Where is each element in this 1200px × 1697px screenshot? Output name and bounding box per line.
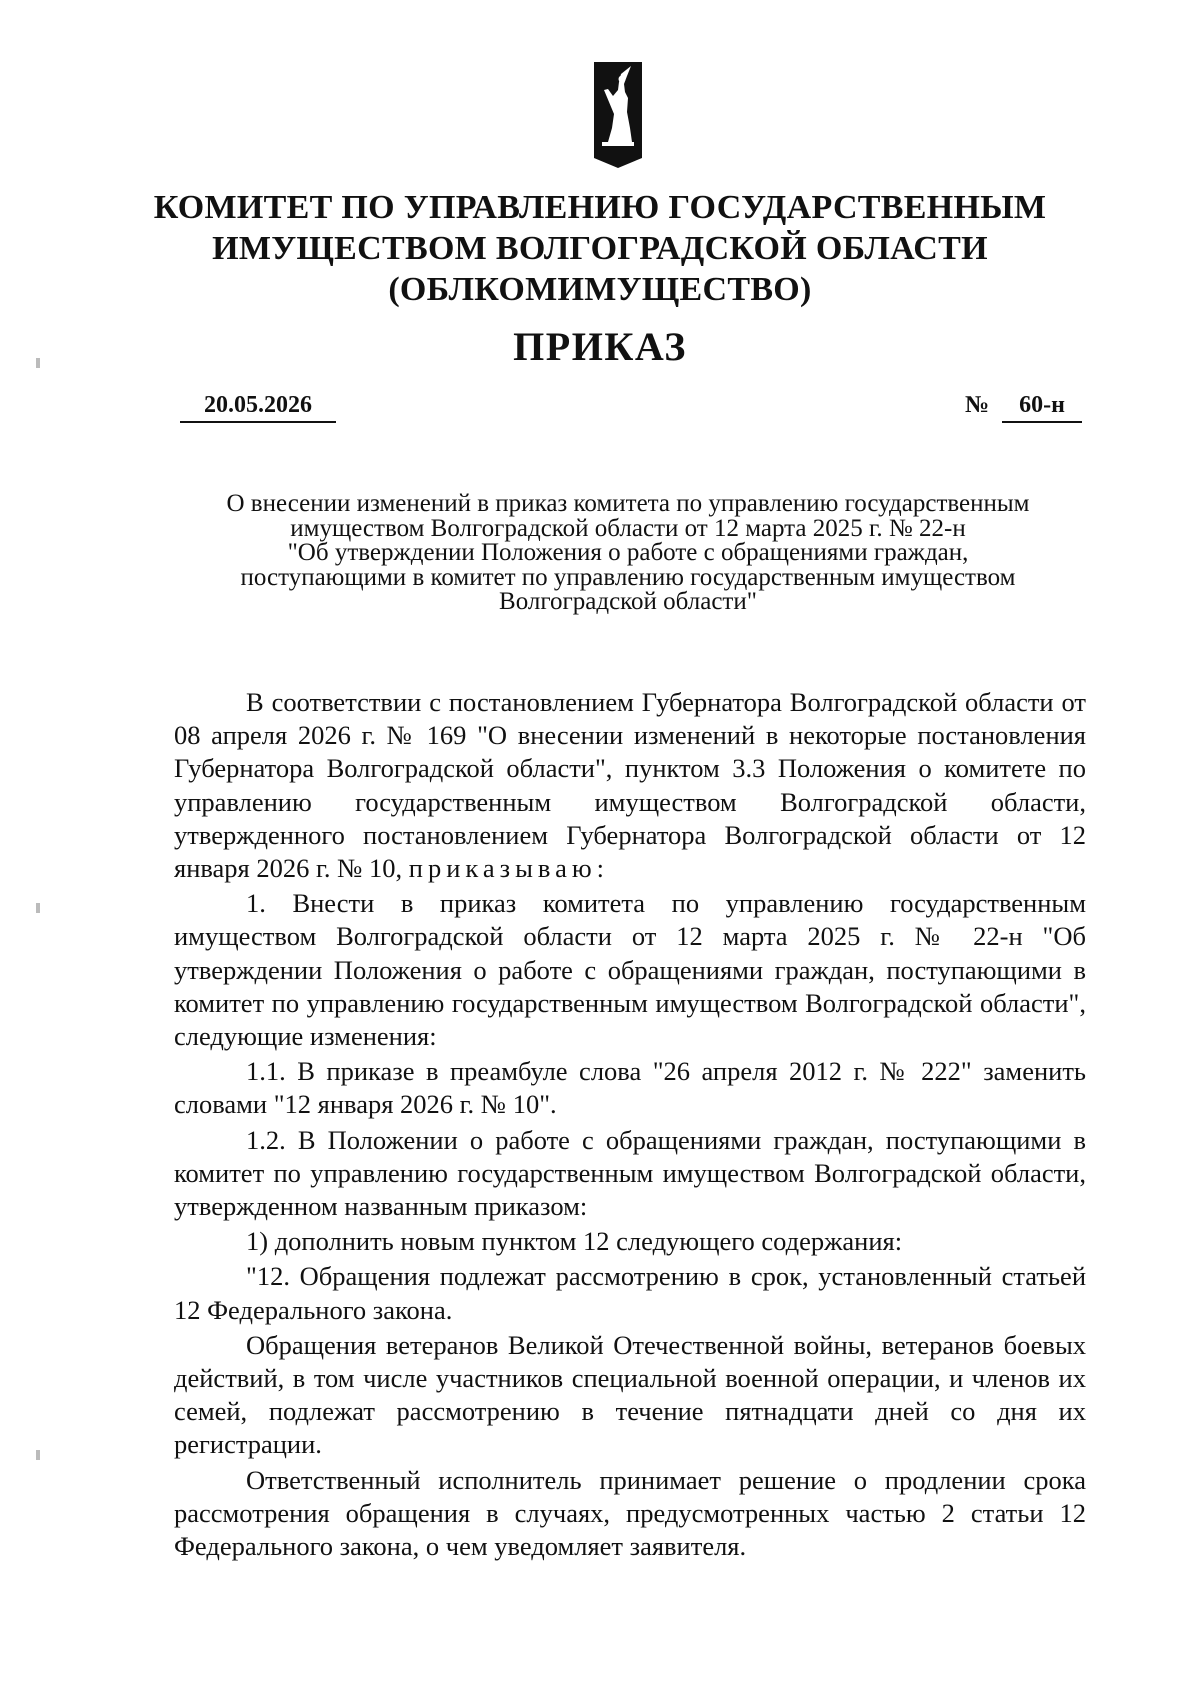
document-subject xyxy=(160,492,1096,615)
organization-short-name: (ОБЛКОМИМУЩЕСТВО) xyxy=(388,271,812,308)
scan-margin-mark xyxy=(36,1450,40,1460)
body-paragraph: 1.2. В Положении о работе с обращениями граждан, поступающими в комитет по управлению государственным имуществом Волгоградской области, утвержденном названным приказом: xyxy=(174,1124,1086,1222)
organization-name-line-2: ИМУЩЕСТВОМ ВОЛГОГРАДСКОЙ ОБЛАСТИ xyxy=(212,230,988,267)
subject-line: О внесении изменений в приказ комитета по управлению государственным xyxy=(226,490,1030,517)
volgograd-emblem-icon xyxy=(594,62,642,168)
organization-name-line-1: КОМИТЕТ ПО УПРАВЛЕНИЮ ГОСУДАРСТВЕННЫМ xyxy=(153,189,1047,226)
subject-line: имуществом Волгоградской области от 12 марта 2025 г. № 22-н xyxy=(290,514,966,542)
document-number: 60-н xyxy=(1002,391,1082,423)
body-paragraph: "12. Обращения подлежат рассмотрению в срок, установленный статьей 12 Федерального закона. xyxy=(174,1261,1086,1325)
subject-line: "Об утверждении Положения о работе с обращениями граждан, xyxy=(287,539,969,566)
document-date: 20.05.2026 xyxy=(180,391,336,423)
subject-line: поступающими в комитет по управлению государственным имуществом xyxy=(240,563,1016,591)
order-word: приказываю: xyxy=(408,853,609,884)
preamble-text: В соответствии с постановлением Губернатора Волгоградской области от 08 апреля 2026 г. № 169 "О внесении изменений в некоторые постановления Губернатора Волгоградской области", пунктом 3.3 Положения о комитете по управлению государственным имуществом Волгоградской области, утвержденного постановлением Губернатора Волгоградской области от 12 января 2026 г. № 10, xyxy=(174,687,1086,884)
subject-line: Волгоградской области" xyxy=(499,588,757,615)
body-paragraph-preamble xyxy=(174,686,1086,885)
document-type-title: ПРИКАЗ xyxy=(513,324,687,369)
document-number-sign: № xyxy=(965,392,990,418)
body-paragraph: 1.1. В приказе в преамбуле слова "26 апреля 2012 г. № 222" заменить словами "12 января 2026 г. № 10". xyxy=(174,1056,1086,1120)
body-paragraph: Обращения ветеранов Великой Отечественной войны, ветеранов боевых действий, в том числе участников специальной военной операции, и членов их семей, подлежат рассмотрению в течение пятнадцати дней со дня их регистрации. xyxy=(174,1329,1086,1460)
document-body xyxy=(174,686,1086,1565)
scan-margin-mark xyxy=(36,358,40,368)
scan-margin-mark xyxy=(36,903,40,913)
body-paragraph: 1. Внести в приказ комитета по управлению государственным имуществом Волгоградской области от 12 марта 2025 г. № 22-н "Об утверждении Положения о работе с обращениями граждан, поступающими в комитет по управлению государственным имуществом Волгоградской области", следующие изменения: xyxy=(174,888,1086,1052)
body-paragraph: 1) дополнить новым пунктом 12 следующего содержания: xyxy=(246,1226,903,1257)
body-paragraph: Ответственный исполнитель принимает решение о продлении срока рассмотрения обращения в случаях, предусмотренных частью 2 статьи 12 Федерального закона, о чем уведомляет заявителя. xyxy=(174,1464,1086,1562)
